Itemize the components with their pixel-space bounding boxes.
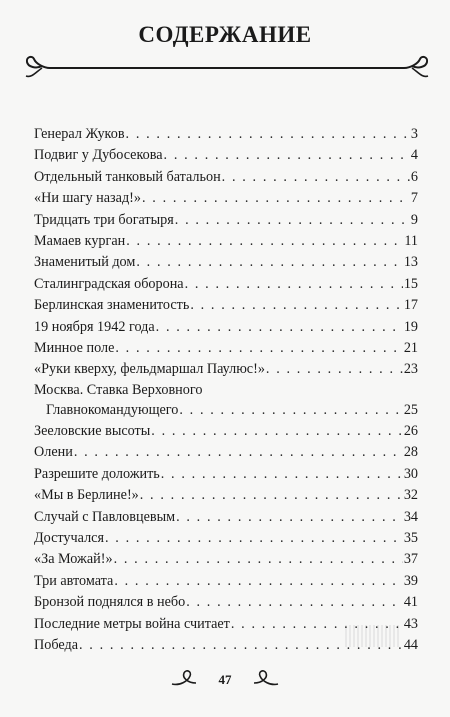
toc-entry[interactable]: Последние метры война считает . . . 43 (34, 614, 418, 635)
page-number: 47 (218, 672, 232, 687)
toc-entry[interactable]: Тридцать три богатыря . . . 9 (34, 210, 418, 231)
toc-entry[interactable]: Генерал Жуков . . . 3 (34, 124, 418, 145)
toc-entry[interactable]: «Руки кверху, фельдмаршал Паулюс!» . . . 23 (34, 359, 418, 380)
toc-entry[interactable]: «За Можай!» . . . 37 (34, 549, 418, 570)
toc-entry[interactable]: Случай с Павловцевым . . . 34 (34, 507, 418, 528)
toc-entry[interactable]: Знаменитый дом . . . 13 (34, 252, 418, 273)
toc-entry[interactable]: Зееловские высоты . . . 26 (34, 421, 418, 442)
toc-entry[interactable]: Отдельный танковый батальон . . . 6 (34, 167, 418, 188)
toc-entry[interactable]: «Ни шагу назад!» . . . 7 (34, 188, 418, 209)
toc-entry[interactable]: Мамаев курган . . . 11 (34, 231, 418, 252)
toc-entry[interactable]: Достучался . . . 35 (34, 528, 418, 549)
page-title: СОДЕРЖАНИЕ (138, 22, 312, 47)
toc-entry[interactable]: Минное поле . . . 21 (34, 338, 418, 359)
toc-entry[interactable]: Берлинская знаменитость . . . 17 (34, 295, 418, 316)
toc-entry[interactable]: Бронзой поднялся в небо . . . 41 (34, 592, 418, 613)
toc-entry[interactable]: «Мы в Берлине!» . . . 32 (34, 485, 418, 506)
toc-entry[interactable]: Победа . . . 44 (34, 635, 418, 656)
toc-entry[interactable]: Олени . . . 28 (34, 442, 418, 463)
table-of-contents (34, 124, 418, 656)
toc-entry[interactable]: Сталинградская оборона . . . 15 (34, 274, 418, 295)
toc-entry[interactable]: Подвиг у Дубосекова . . . 4 (34, 145, 418, 166)
bleed-through-barcode (345, 625, 401, 647)
toc-entry[interactable]: Три автомата . . . 39 (34, 571, 418, 592)
toc-entry[interactable]: 19 ноября 1942 года . . . 19 (34, 317, 418, 338)
title-ornament-rule (22, 54, 432, 82)
toc-entry-line2[interactable]: Главнокомандующего . . . 25 (34, 400, 418, 421)
toc-entry[interactable]: Разрешите доложить . . . 30 (34, 464, 418, 485)
toc-entry-line1[interactable]: Москва. Ставка Верховного (34, 381, 203, 398)
